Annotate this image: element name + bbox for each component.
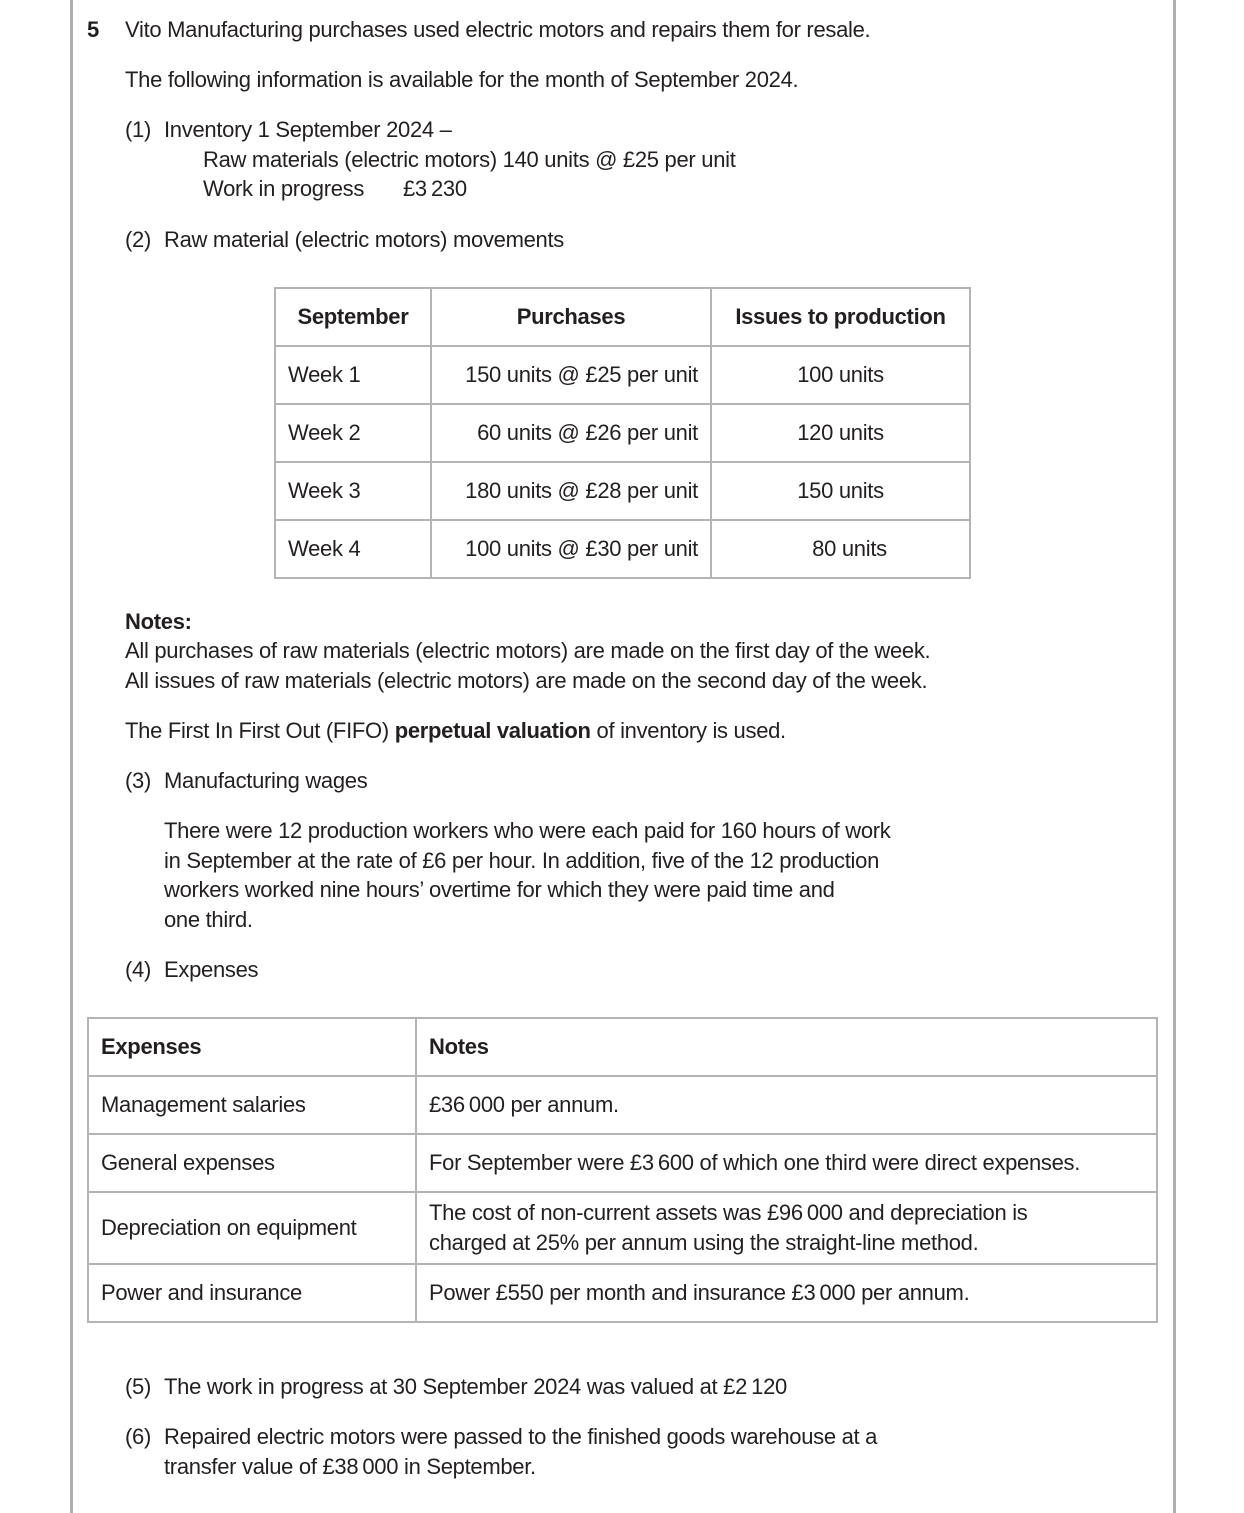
cell-expense: General expenses xyxy=(88,1134,416,1192)
table-header-row xyxy=(88,1018,1157,1076)
item2-title: Raw material (electric motors) movements xyxy=(164,227,564,252)
item4-label: (4) xyxy=(125,957,151,982)
item1-wip-label: Work in progress xyxy=(203,176,365,201)
cell-note xyxy=(416,1192,1157,1264)
cell-note: Power £550 per month and insurance £3 000 per annum. xyxy=(416,1264,1157,1322)
item3-label: (3) xyxy=(125,768,151,793)
cell-expense: Depreciation on equipment xyxy=(88,1192,416,1264)
item1-label: (1) xyxy=(125,117,151,142)
item3-line: one third. xyxy=(164,907,253,932)
movements-table xyxy=(274,287,971,579)
table-row xyxy=(275,462,970,520)
cell-week: Week 3 xyxy=(275,462,431,520)
notes-heading: Notes: xyxy=(125,609,192,634)
item5-label: (5) xyxy=(125,1374,151,1399)
cell-expense: Power and insurance xyxy=(88,1264,416,1322)
cell-note: £36 000 per annum. xyxy=(416,1076,1157,1134)
cell-purchases: 60 units @ £26 per unit xyxy=(431,404,711,462)
cell-issues: 150 units xyxy=(711,462,970,520)
item1-title: Inventory 1 September 2024 – xyxy=(164,117,452,142)
cell-note-line: charged at 25% per annum using the straight-line method. xyxy=(429,1230,979,1255)
item3-title: Manufacturing wages xyxy=(164,768,368,793)
table-row xyxy=(88,1134,1157,1192)
item1-wip-value: £3 230 xyxy=(403,176,467,201)
cell-week: Week 1 xyxy=(275,346,431,404)
item5-text: The work in progress at 30 September 2024 was valued at £2 120 xyxy=(164,1374,787,1399)
table-row xyxy=(88,1264,1157,1322)
fifo-statement xyxy=(125,716,786,746)
question-lead: The following information is available for the month of September 2024. xyxy=(125,67,799,92)
question-intro: Vito Manufacturing purchases used electric motors and repairs them for resale. xyxy=(125,17,871,42)
cell-purchases: 180 units @ £28 per unit xyxy=(431,462,711,520)
item3-line: workers worked nine hours’ overtime for which they were paid time and xyxy=(164,877,835,902)
cell-purchases: 100 units @ £30 per unit xyxy=(431,520,711,578)
cell-note-line: The cost of non-current assets was £96 000 and depreciation is xyxy=(429,1200,1028,1225)
table-header-row xyxy=(275,288,970,346)
fifo-bold: perpetual valuation xyxy=(394,718,591,743)
header-purchases: Purchases xyxy=(431,288,711,346)
cell-note: For September were £3 600 of which one third were direct expenses. xyxy=(416,1134,1157,1192)
item2-label: (2) xyxy=(125,227,151,252)
header-issues: Issues to production xyxy=(711,288,970,346)
expenses-table xyxy=(87,1017,1158,1323)
cell-week: Week 4 xyxy=(275,520,431,578)
item6-line1: Repaired electric motors were passed to the finished goods warehouse at a xyxy=(164,1424,878,1449)
notes-line1: All purchases of raw materials (electric motors) are made on the first day of the week. xyxy=(125,638,931,663)
cell-issues: 120 units xyxy=(711,404,970,462)
header-notes: Notes xyxy=(416,1018,1157,1076)
table-row xyxy=(88,1076,1157,1134)
notes-line2: All issues of raw materials (electric motors) are made on the second day of the week. xyxy=(125,668,928,693)
table-row xyxy=(275,520,970,578)
header-september: September xyxy=(275,288,431,346)
item6-line2: transfer value of £38 000 in September. xyxy=(164,1454,536,1479)
item3-line: in September at the rate of £6 per hour. In addition, five of the 12 production xyxy=(164,848,880,873)
table-row xyxy=(275,346,970,404)
table-row xyxy=(88,1192,1157,1264)
cell-expense: Management salaries xyxy=(88,1076,416,1134)
item6-label: (6) xyxy=(125,1424,151,1449)
cell-issues: 100 units xyxy=(711,346,970,404)
header-expenses: Expenses xyxy=(88,1018,416,1076)
question-number: 5 xyxy=(87,17,99,42)
item4-title: Expenses xyxy=(164,957,259,982)
item3-line: There were 12 production workers who were each paid for 160 hours of work xyxy=(164,818,891,843)
item1-raw-materials: Raw materials (electric motors) 140 units @ £25 per unit xyxy=(203,147,736,172)
cell-issues: 80 units xyxy=(711,520,970,578)
table-row xyxy=(275,404,970,462)
fifo-post: of inventory is used. xyxy=(590,718,786,743)
cell-purchases: 150 units @ £25 per unit xyxy=(431,346,711,404)
cell-week: Week 2 xyxy=(275,404,431,462)
fifo-pre: The First In First Out (FIFO) xyxy=(125,718,395,743)
